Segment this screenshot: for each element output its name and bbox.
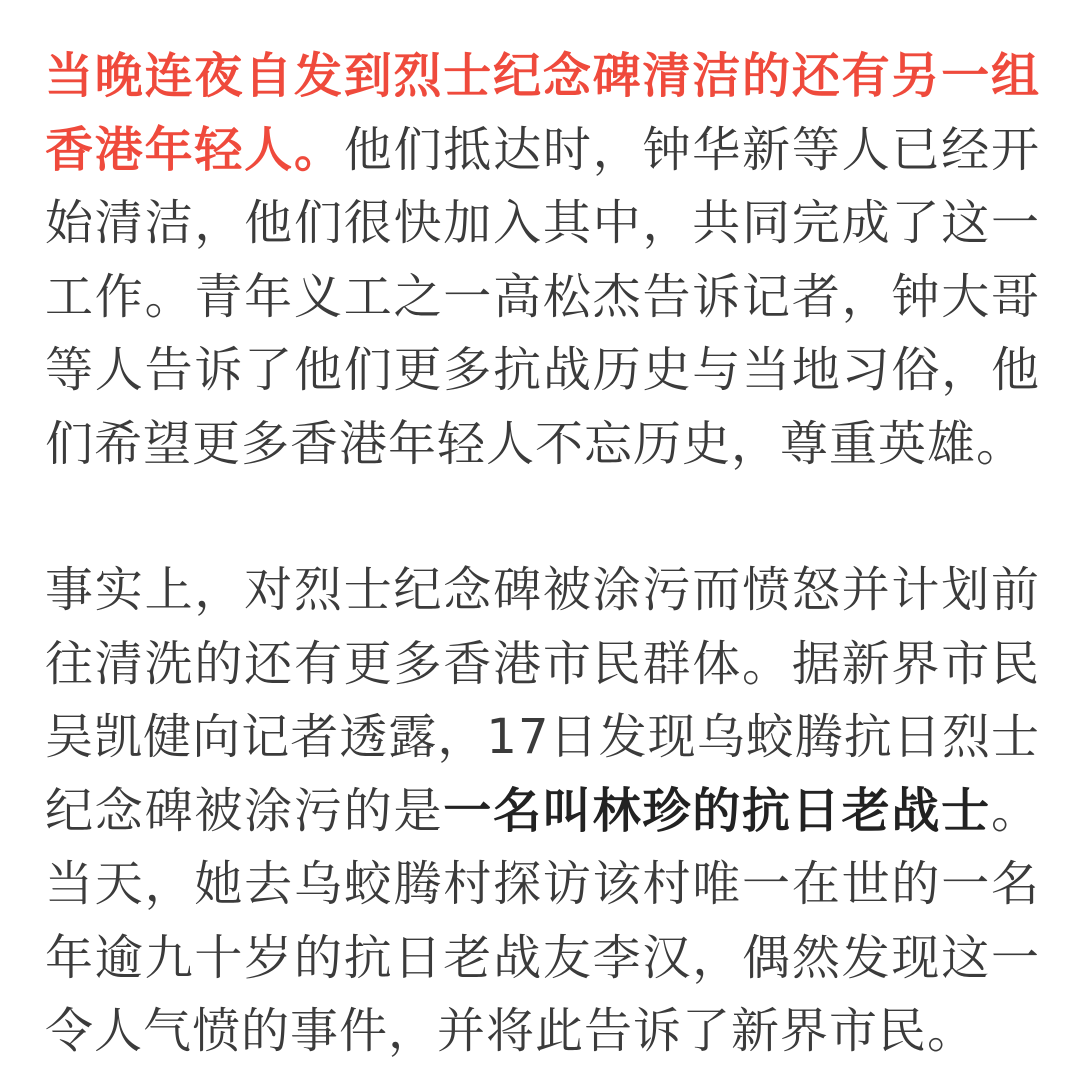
bold-emphasis-text: 一名叫林珍的抗日老战士 [443, 782, 991, 839]
paragraph-2-text-before: 事实上，对烈士纪念碑被涂污而愤怒并计划前往清洗的还有更多香港市民群体。据新界市民吴凯健向记者透露，17日发现乌蛟腾抗日烈士纪念碑被涂污的是 [45, 562, 1040, 839]
paragraph-2-text-after: 。当天，她去乌蛟腾村探访该村唯一在世的一名年逾九十岁的抗日老战友李汉，偶然发现这一令人气愤的事件，并将此告诉了新界市民。 [45, 782, 1040, 1059]
paragraph-1 [45, 40, 1040, 481]
paragraph-2 [45, 554, 1040, 1069]
article-body [45, 40, 1040, 1069]
highlighted-lead-sentence: 当晚连夜自发到烈士纪念碑清洁的还有另一组香港年轻人。 [45, 48, 1040, 178]
paragraph-1-text: 他们抵达时，钟华新等人已经开始清洁，他们很快加入其中，共同完成了这一工作。青年义工之一高松杰告诉记者，钟大哥等人告诉了他们更多抗战历史与当地习俗，他们希望更多香港年轻人不忘历史，尊重英雄。 [45, 121, 1040, 472]
